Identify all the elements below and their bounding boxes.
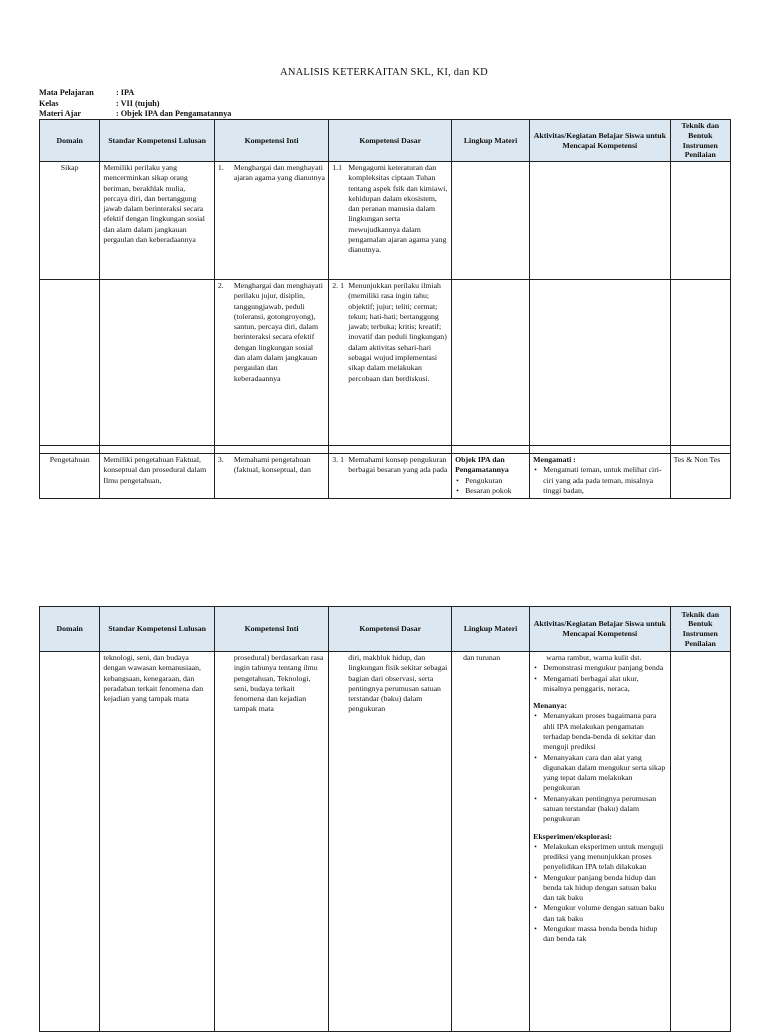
skl-cell: Memiliki perilaku yang mencerminkan sikap orang beriman, berakhlak mulia, percaya diri, dan bertanggung jawab dalam berinteraksi secara efektif dengan lingkungan sosial dan alam dalam jangkauan pergaulan dan keberadaannya <box>100 162 214 280</box>
aktivitas-title: Mengamati : <box>533 455 576 464</box>
ki-text: prosedural) berdasarkan rasa ingin tahunya tentang ilmu pengetahuan, Teknologi, seni, budaya terkait fenomena dan kejadian tampak mata <box>233 653 324 714</box>
table-row <box>40 162 731 280</box>
kd-text: Mengagumi keteraturan dan kompleksitas ciptaan Tuhan tentang aspek fsik dan kimiawi, kehidupan dalam ekosistem, dan peranan manusia dalam lingkungan serta mewujudkannya dalam pengamalan ajaran agama yang dianutnya. <box>348 163 448 255</box>
kd-cell <box>329 454 452 499</box>
list-item: • Mengamati teman, untuk melihat ciri-ciri yang ada pada teman, misalnya tinggi badan, <box>543 465 666 496</box>
header-skl: Standar Kompetensi Lulusan <box>100 607 214 652</box>
teknik-cell: Tes & Non Tes <box>670 454 730 499</box>
table-row <box>40 280 731 446</box>
lingkup-cell <box>452 280 530 446</box>
skl-cell <box>100 280 214 446</box>
analysis-table-page1 <box>39 119 731 499</box>
menanya-title: Menanya: <box>533 701 567 711</box>
ki-text: Memahami pengetahuan (faktual, konseptual, dan <box>233 455 311 475</box>
skl-cell: teknologi, seni, dan budaya dengan wawasan kemanusiaan, kebangsaan, kenegaraan, dan peradaban terkait fenomena dan kejadian yang tampak mata <box>100 652 214 1032</box>
header-teknik: Teknik dan Bentuk Instrumen Penilaian <box>670 120 730 162</box>
aktivitas-cell <box>530 652 670 1032</box>
meta-key: Kelas <box>39 98 59 108</box>
header-ki: Kompetensi Inti <box>214 607 328 652</box>
meta-row <box>39 99 231 110</box>
aktivitas-cell <box>530 454 670 499</box>
ki-text: Menghargai dan menghayati perilaku jujur, disiplin, tanggungjawab, peduli (toleransi, gotongroyong), santun, percaya diri, dalam berinteraksi secara efektif dengan lingkungan sosial dan alam dalam jangkauan pergaulan dan keberadaannya <box>233 281 323 383</box>
table-row <box>40 454 731 499</box>
meta-row <box>39 88 231 99</box>
header-domain: Domain <box>40 120 100 162</box>
meta-key: Materi Ajar <box>39 109 82 119</box>
header-lingkup: Lingkup Materi <box>452 607 530 652</box>
ki-cell <box>214 652 328 1032</box>
eksperimen-title: Eksperimen/eksplorasi: <box>533 831 612 841</box>
kd-cell <box>329 280 452 446</box>
table-header-row <box>40 120 731 162</box>
domain-cell: Pengetahuan <box>40 454 100 499</box>
kd-number: 3. 1 <box>332 455 344 464</box>
table-header-row <box>40 607 731 652</box>
table-spacer-row <box>40 446 731 454</box>
table-row <box>40 652 731 1032</box>
analysis-table-page2 <box>39 606 731 1032</box>
header-skl: Standar Kompetensi Lulusan <box>100 120 214 162</box>
list-item: • Menanyakan cara dan alat yang digunakan dalam mengukur serta sikap yang tepat dalam melakukan pengukuran <box>543 753 666 794</box>
list-item: • Demonstrasi mengukur panjang benda <box>543 663 666 673</box>
kd-number: 1.1 <box>332 163 343 172</box>
meta-value: : Objek IPA dan Pengamatannya <box>116 109 232 119</box>
meta-value: : VII (tujuh) <box>116 98 160 108</box>
aktivitas-continued: warna rambut, warna kulit dst. <box>546 653 642 662</box>
kd-number: 2. 1 <box>332 281 344 290</box>
meta-value: : IPA <box>116 88 135 97</box>
teknik-cell <box>670 162 730 280</box>
list-item: • Mengamati berbagai alat ukur, misalnya penggaris, neraca, <box>543 674 666 695</box>
kd-cell <box>329 162 452 280</box>
header-kd: Kompetensi Dasar <box>329 120 452 162</box>
lingkup-cell <box>452 162 530 280</box>
meta-key: Mata Pelajaran <box>39 88 94 97</box>
list-item: • Melakukan eksperimen untuk menguji prediksi yang menunjukkan proses penyelidikan IPA telah dilakukan <box>543 842 666 873</box>
ki-number: 3. <box>217 455 224 464</box>
kd-text: Menunjukkan perilaku ilmiah (memiliki rasa ingin tahu; objektif; jujur; teliti; cermat; tekun; hati-hati; bertanggung jawab; terbuka; kritis; kreatif; inovatif dan peduli lingkungan) dalam aktivitas sehari-hari sebagai wujud implementasi sikap dalam melakukan percobaan dan berdiskusi. <box>348 281 447 383</box>
domain-cell: Sikap <box>40 162 100 280</box>
lingkup-cell <box>452 652 530 1032</box>
document-meta <box>39 88 231 120</box>
ki-number: 2. <box>217 281 224 290</box>
domain-cell <box>40 280 100 446</box>
kd-text: diri, makhluk hidup, dan lingkungan fisik sekitar sebagai bagian dari observasi, serta pentingnya perumusan satuan terstandar (baku) dalam pengukuran <box>348 653 448 714</box>
list-item: • Mengukur volume dengan satuan baku dan tak baku <box>543 903 666 924</box>
lingkup-title: Objek IPA dan Pengamatannya <box>455 455 509 475</box>
list-item: • Menanyakan proses bagaimana para ahli IPA melakukan pengamatan terhadap benda-benda di sekitar dan menguji prediksi <box>543 711 666 752</box>
ki-text: Menghargai dan menghayati ajaran agama yang dianutnya <box>233 163 325 183</box>
header-domain: Domain <box>40 607 100 652</box>
teknik-cell <box>670 280 730 446</box>
domain-cell <box>40 652 100 1032</box>
list-item: • Menanyakan pentingnya perumusan satuan terstandar (baku) dalam pengukuran <box>543 794 666 825</box>
header-aktivitas: Aktivitas/Kegiatan Belajar Siswa untuk Mencapai Kompetensi <box>530 120 670 162</box>
kd-cell <box>329 652 452 1032</box>
skl-cell: Memiliki pengetahuan Faktual, konseptual dan prosedural dalam Ilmu pengetahuan, <box>100 454 214 499</box>
header-kd: Kompetensi Dasar <box>329 607 452 652</box>
header-teknik: Teknik dan Bentuk Instrumen Penilaian <box>670 607 730 652</box>
header-aktivitas: Aktivitas/Kegiatan Belajar Siswa untuk Mencapai Kompetensi <box>530 607 670 652</box>
list-item: • Mengukur massa benda benda hidup dan benda tak <box>543 924 666 945</box>
ki-number: 1. <box>217 163 224 172</box>
list-item: • Mengukur panjang benda hidup dan benda tak hidup dengan satuan baku dan tak baku <box>543 873 666 904</box>
ki-cell <box>214 454 328 499</box>
lingkup-text: dan turunan <box>463 653 501 662</box>
aktivitas-cell <box>530 162 670 280</box>
ki-cell <box>214 280 328 446</box>
teknik-cell <box>670 652 730 1032</box>
lingkup-cell <box>452 454 530 499</box>
document-title: ANALISIS KETERKAITAN SKL, KI, dan KD <box>280 67 488 78</box>
ki-cell <box>214 162 328 280</box>
list-item: • Besaran pokok <box>465 486 526 496</box>
header-ki: Kompetensi Inti <box>214 120 328 162</box>
list-item: • Pengukuran <box>465 476 526 486</box>
aktivitas-cell <box>530 280 670 446</box>
header-lingkup: Lingkup Materi <box>452 120 530 162</box>
kd-text: Memahami konsep pengukuran berbagai besaran yang ada pada <box>348 455 448 475</box>
